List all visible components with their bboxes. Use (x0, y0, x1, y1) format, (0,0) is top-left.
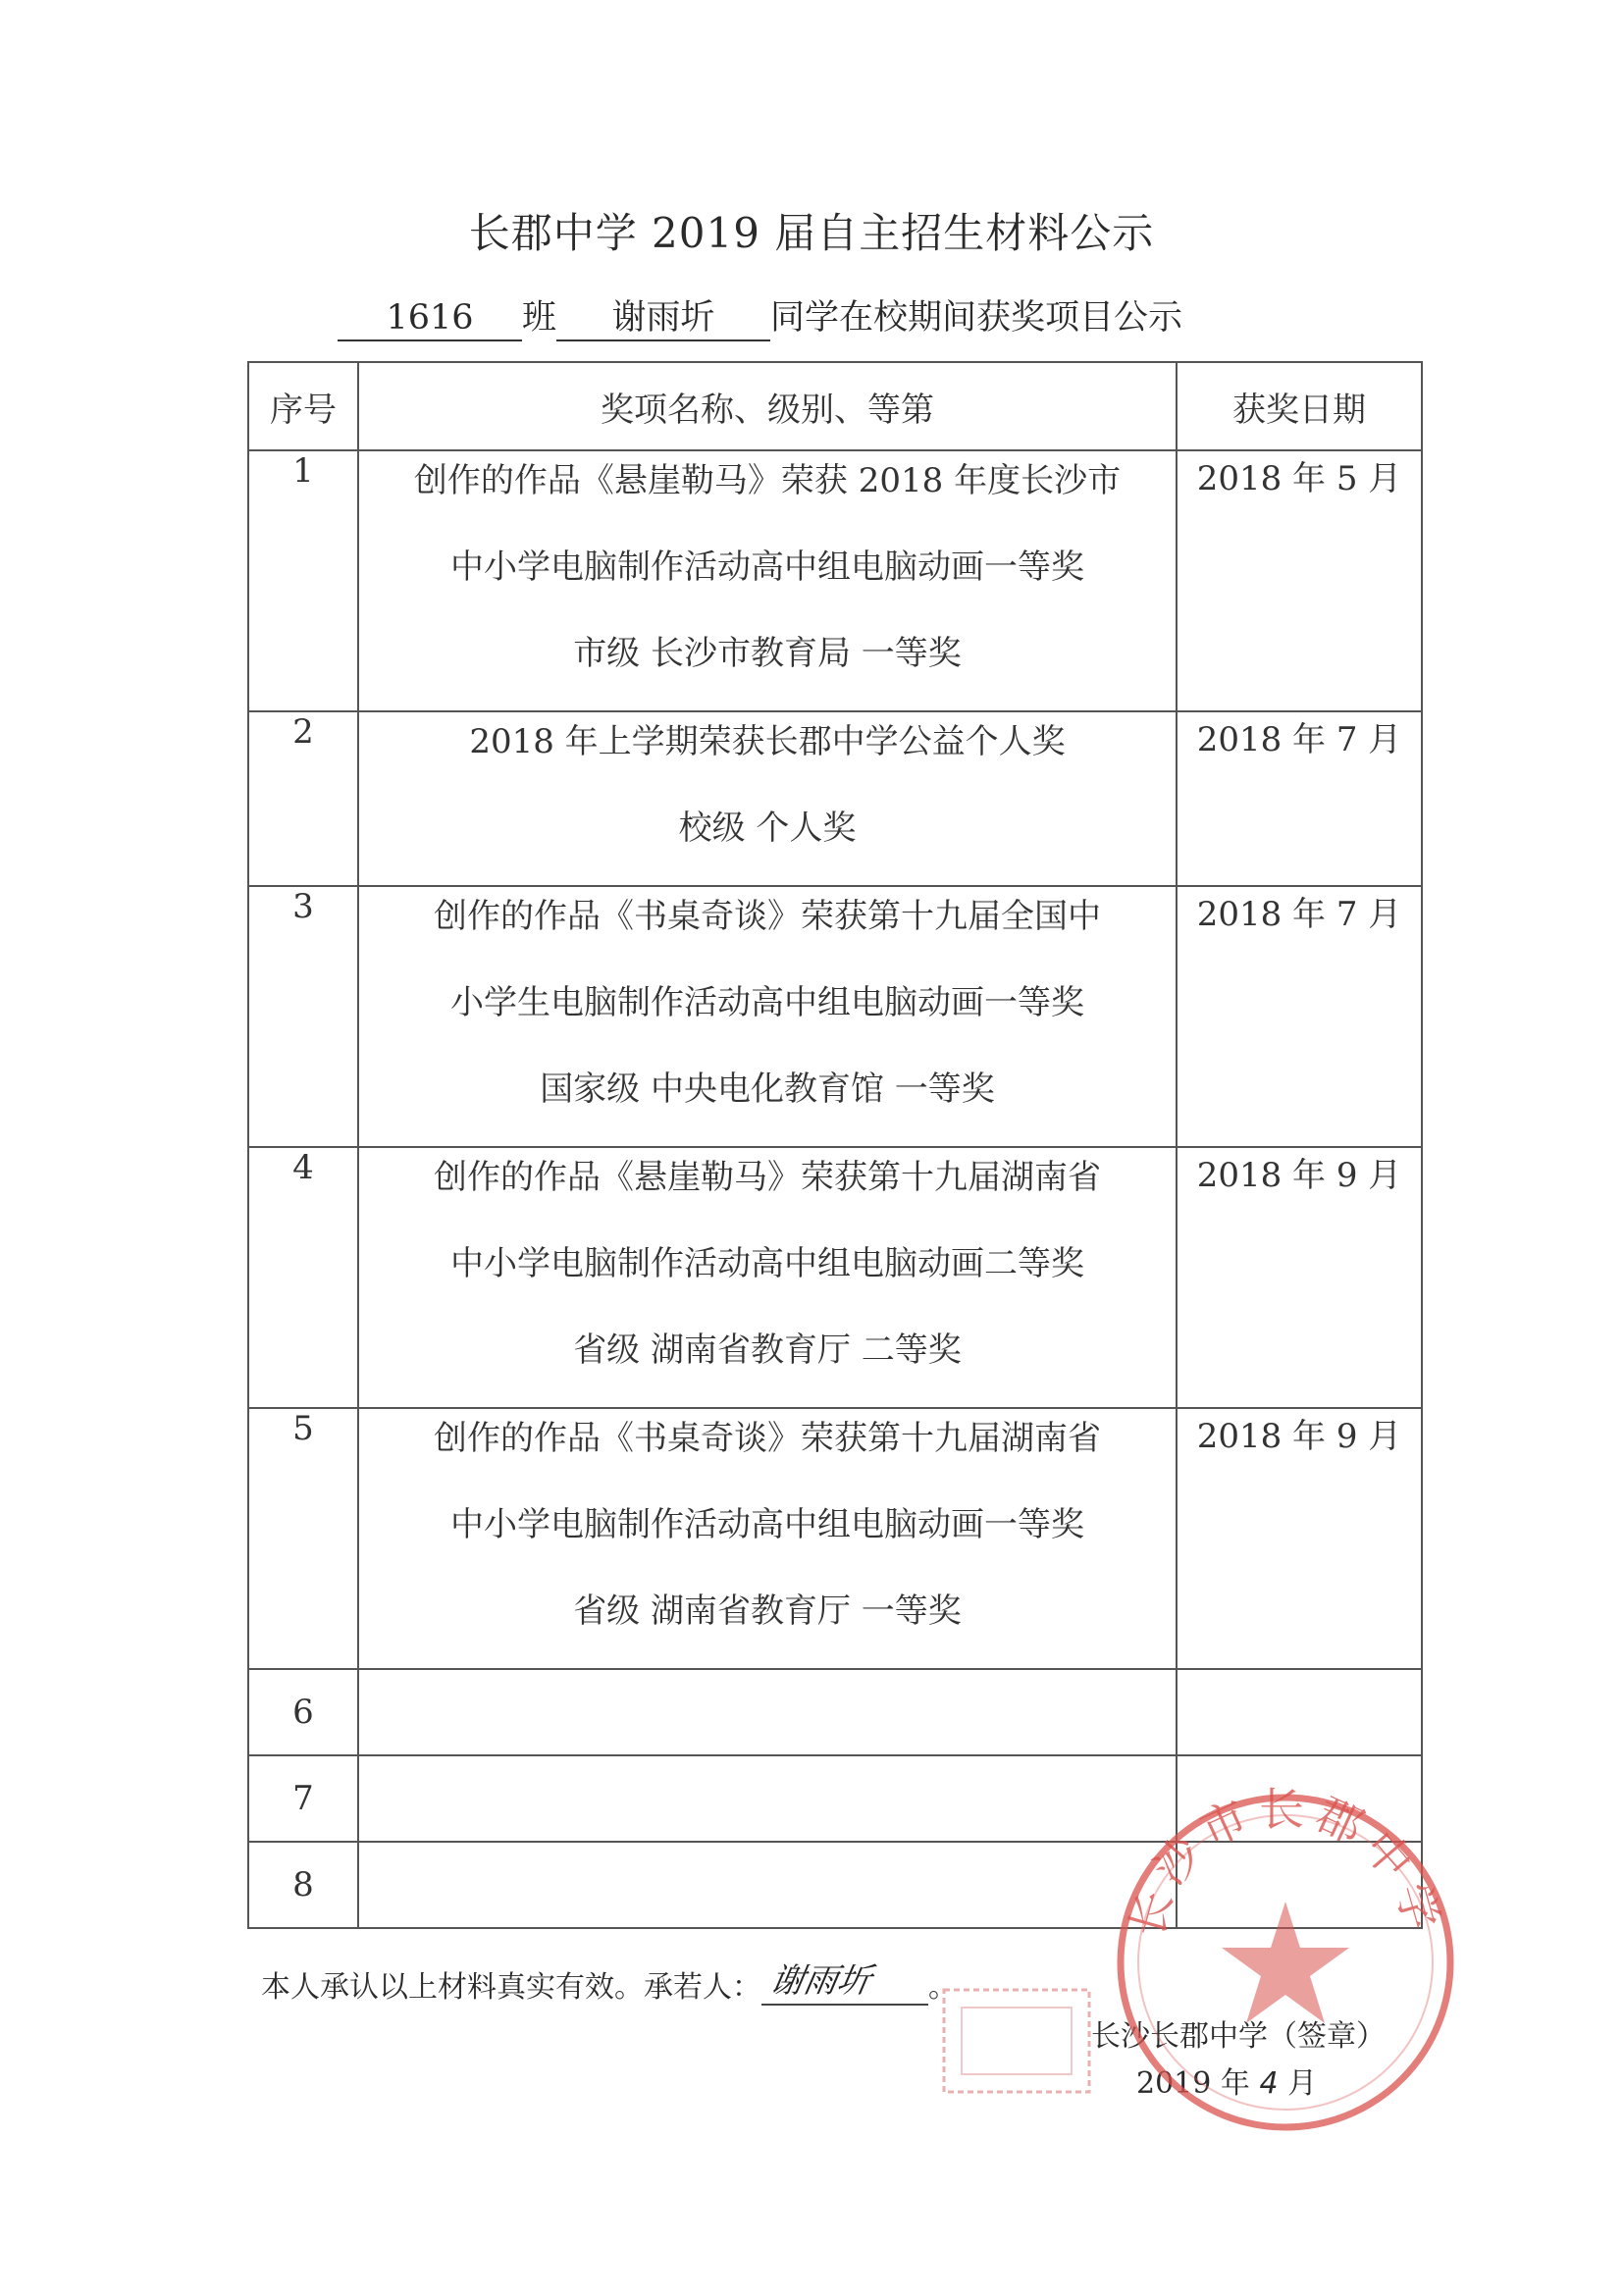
award-line: 中小学电脑制作活动高中组电脑动画一等奖 (450, 1505, 1084, 1544)
row-award-description (358, 886, 1177, 1147)
row-award-description (358, 450, 1177, 711)
award-line: 省级 湖南省教育厅 二等奖 (573, 1331, 962, 1370)
row-index: 3 (248, 886, 358, 1147)
table-row (248, 1147, 1422, 1408)
award-line: 小学生电脑制作活动高中组电脑动画一等奖 (450, 983, 1084, 1022)
svg-text:长沙市长郡中学: 长沙市长郡中学 (1119, 1786, 1452, 1944)
table-row (248, 450, 1422, 711)
award-line: 中小学电脑制作活动高中组电脑动画一等奖 (450, 548, 1084, 587)
award-line: 国家级 中央电化教育馆 一等奖 (540, 1070, 995, 1109)
sign-date-month: 4 (1259, 2066, 1279, 2101)
sign-date-suffix: 月 (1287, 2066, 1318, 2101)
award-line: 中小学电脑制作活动高中组电脑动画二等奖 (450, 1244, 1084, 1283)
awards-table (247, 361, 1423, 1929)
award-line: 校级 个人奖 (678, 809, 857, 848)
row-award-date (1177, 1669, 1422, 1755)
table-row (248, 711, 1422, 886)
row-award-date: 2018 年 9 月 (1177, 1408, 1422, 1669)
document-title: 长郡中学 2019 届自主招生材料公示 (468, 209, 1155, 257)
signature-line (761, 1961, 928, 2006)
handwritten-signature: 谢雨圻 (766, 1961, 874, 2001)
row-award-description (358, 1842, 1177, 1928)
table-row (248, 1408, 1422, 1669)
award-line: 创作的作品《书桌奇谈》荣获第十九届全国中 (434, 897, 1101, 936)
award-line: 创作的作品《悬崖勒马》荣获第十九届湖南省 (434, 1158, 1101, 1197)
row-award-description (358, 1408, 1177, 1669)
award-line: 省级 湖南省教育厅 一等奖 (573, 1592, 962, 1631)
table-row (248, 1669, 1422, 1755)
row-index: 7 (248, 1755, 358, 1842)
table-row (248, 886, 1422, 1147)
subtitle-suffix: 同学在校期间获奖项目公示 (770, 298, 1183, 338)
header-date: 获奖日期 (1177, 362, 1422, 450)
table-header-row (248, 362, 1422, 450)
award-line: 2018 年上学期荣获长郡中学公益个人奖 (469, 722, 1066, 761)
award-rows (248, 450, 1422, 1928)
faint-stamp-mark (938, 1982, 1095, 2100)
class-suffix: 班 (522, 298, 557, 338)
row-index: 4 (248, 1147, 358, 1408)
award-line: 创作的作品《书桌奇谈》荣获第十九届湖南省 (434, 1419, 1101, 1458)
header-award: 奖项名称、级别、等第 (358, 362, 1177, 450)
class-number: 1616 (338, 298, 522, 341)
award-line: 市级 长沙市教育局 一等奖 (573, 634, 962, 673)
student-name: 谢雨圻 (556, 298, 770, 341)
row-index: 1 (248, 450, 358, 711)
sign-date-year: 2019 年 (1136, 2066, 1250, 2101)
pledge-end: 。 (928, 1970, 958, 2005)
row-award-date: 2018 年 7 月 (1177, 886, 1422, 1147)
row-award-date: 2018 年 7 月 (1177, 711, 1422, 886)
row-index: 6 (248, 1669, 358, 1755)
row-index: 8 (248, 1842, 358, 1928)
award-line: 创作的作品《悬崖勒马》荣获 2018 年度长沙市 (413, 461, 1122, 500)
document-subtitle (338, 298, 1319, 341)
row-award-date: 2018 年 9 月 (1177, 1147, 1422, 1408)
header-index: 序号 (248, 362, 358, 450)
row-award-description (358, 1755, 1177, 1842)
row-award-date: 2018 年 5 月 (1177, 450, 1422, 711)
row-index: 5 (248, 1408, 358, 1669)
school-signature-label: 长沙长郡中学（签章） (1091, 2019, 1386, 2054)
row-award-description (358, 1669, 1177, 1755)
pledge-text: 本人承认以上材料真实有效。承若人： (261, 1970, 761, 2005)
pledge-statement (261, 1962, 958, 2006)
row-award-description (358, 1147, 1177, 1408)
row-award-description (358, 711, 1177, 886)
school-seal-stamp (1109, 1786, 1462, 2139)
row-index: 2 (248, 711, 358, 886)
